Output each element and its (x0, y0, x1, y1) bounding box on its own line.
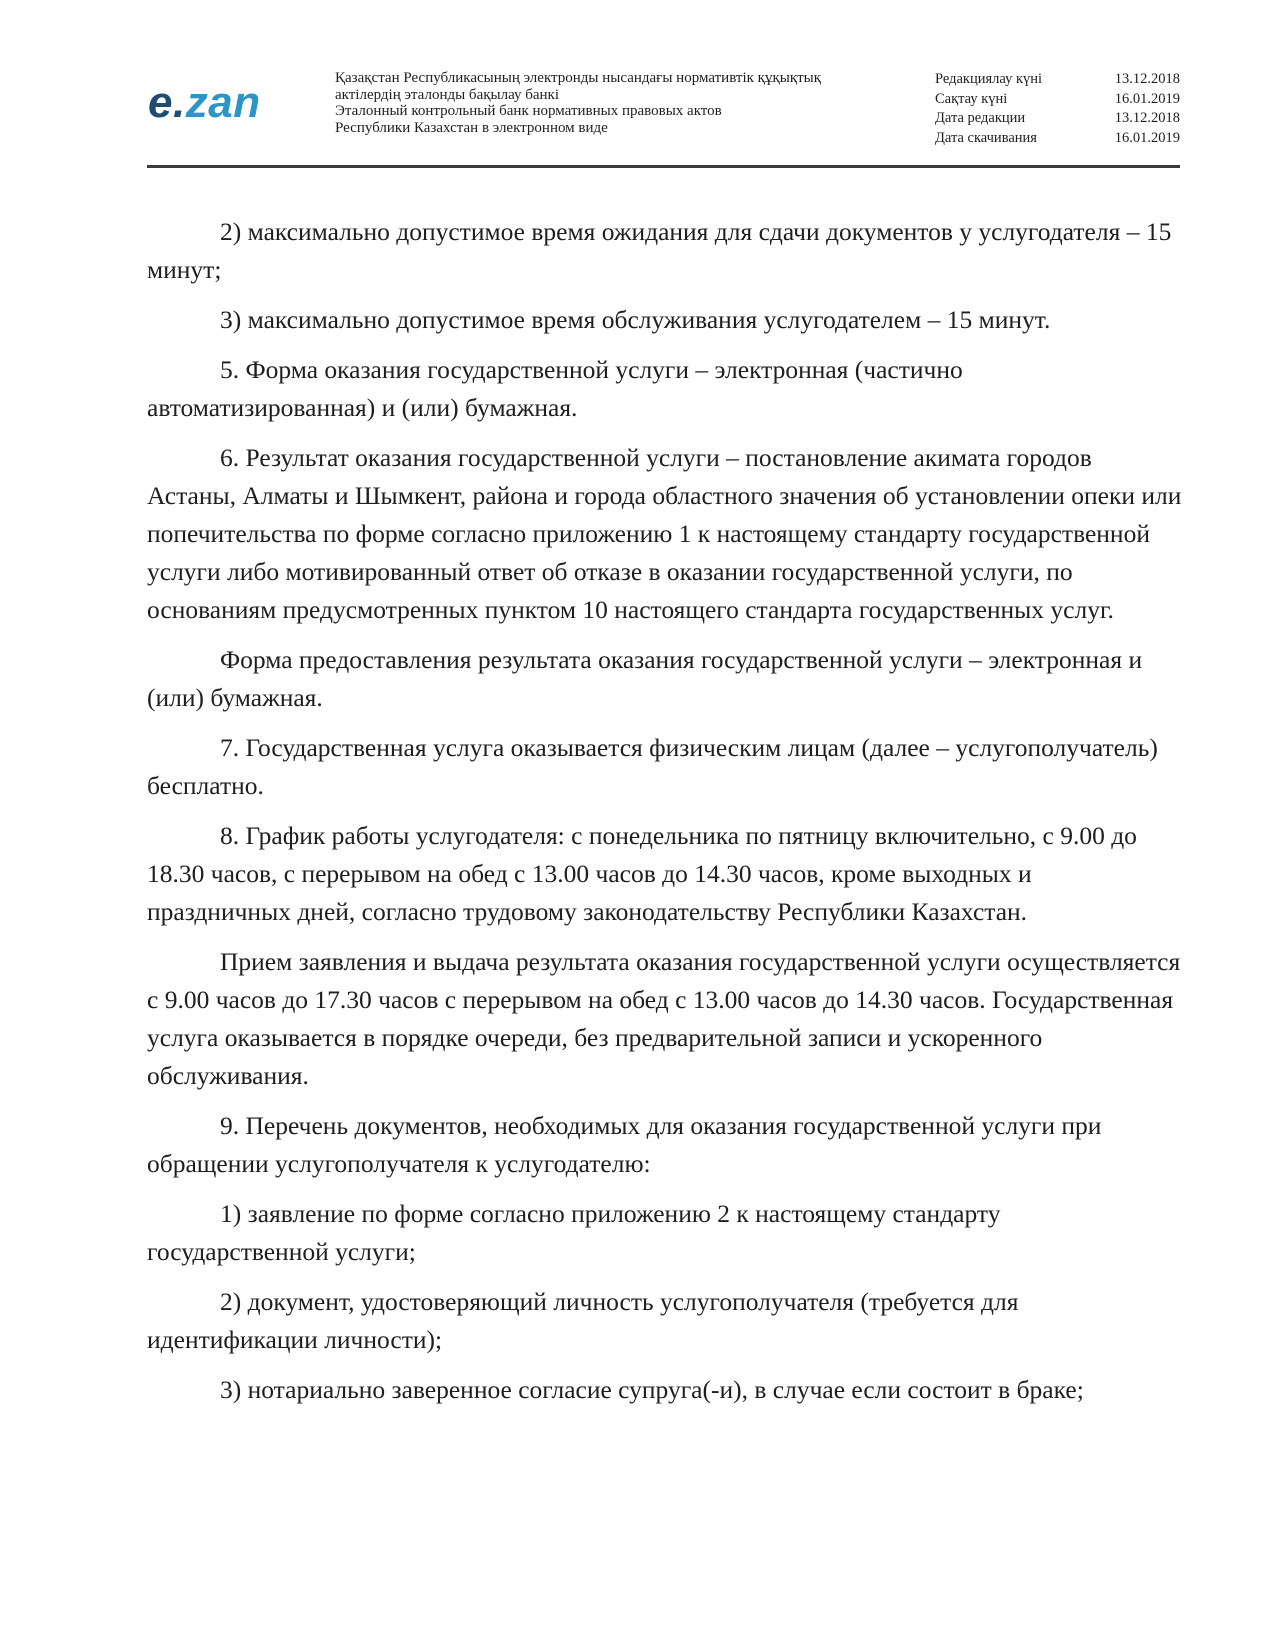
ezan-logo (148, 78, 261, 128)
paragraph: Прием заявления и выдача результата оказания государственной услуги осуществляется с 9.00 часов до 17.30 часов с перерывом на обед с 13.00 часов до 14.30 часов. Государственная услуга оказывается в порядке очереди, без предварительной записи и ускоренного обслуживания. (147, 947, 1181, 1090)
header-description-line: Эталонный контрольный банк нормативных правовых актов (335, 103, 722, 119)
logo-dot: . (172, 78, 186, 127)
header-meta-table (935, 70, 1180, 148)
paragraph: 9. Перечень документов, необходимых для оказания государственной услуги при обращении услугополучателя к услугодателю: (147, 1111, 1102, 1178)
paragraph: 6. Результат оказания государственной услуги – постановление акимата городов Астаны, Алматы и Шымкент, района и города областного значения об установлении опеки или попечительства по форме согласно приложению 1 к настоящему стандарту государственной услуги либо мотивированный ответ об отказе в оказании государственной услуги, по основаниям предусмотренных пунктом 10 настоящего стандарта государственных услуг. (147, 443, 1182, 624)
paragraph: 2) максимально допустимое время ожидания для сдачи документов у услугодателя – 15 минут; (147, 217, 1172, 284)
meta-label: Редакциялау күні (935, 71, 1043, 87)
paragraph: 8. График работы услугодателя: с понедельника по пятницу включительно, с 9.00 до 18.30 часов, с перерывом на обед с 13.00 часов до 14.30 часов, кроме выходных и праздничных дней, согласно трудовому законодательству Республики Казахстан. (147, 821, 1137, 926)
header-description-line: Республики Казахстан в электронном виде (335, 119, 608, 136)
meta-label: Дата скачивания (935, 129, 1037, 146)
paragraph: 2) документ, удостоверяющий личность услугополучателя (требуется для идентификации личности); (147, 1287, 1019, 1354)
meta-row-download-date-ru (935, 129, 1180, 149)
header-divider (147, 165, 1180, 168)
meta-value: 16.01.2019 (1114, 129, 1180, 146)
meta-row-edit-date-kz (935, 70, 1180, 90)
paragraph: 3) максимально допустимое время обслуживания услугодателем – 15 минут. (220, 305, 1051, 334)
document-header (0, 0, 1275, 170)
logo-e: e (148, 78, 173, 127)
logo-zan: zan (185, 78, 261, 127)
document-body (147, 213, 1182, 1421)
meta-row-edit-date-ru (935, 109, 1180, 129)
meta-label: Сақтау күні (935, 90, 1008, 107)
meta-label: Дата редакции (935, 110, 1026, 126)
paragraph: Форма предоставления результата оказания государственной услуги – электронная и (или) бумажная. (147, 645, 1143, 712)
header-description (335, 70, 880, 136)
meta-value: 13.12.2018 (1114, 110, 1180, 126)
meta-value: 13.12.2018 (1114, 71, 1180, 87)
header-description-line: Қазақстан Республикасының электронды нысандағы нормативтік құқықтық (335, 70, 822, 86)
paragraph: 3) нотариально заверенное согласие супруга(-и), в случае если состоит в браке; (220, 1375, 1084, 1404)
paragraph: 7. Государственная услуга оказывается физическим лицам (далее – услугополучатель) бесплатно. (147, 733, 1158, 800)
meta-value: 16.01.2019 (1114, 90, 1180, 107)
paragraph: 1) заявление по форме согласно приложению 2 к настоящему стандарту государственной услуги; (147, 1199, 1001, 1266)
meta-row-save-date-kz (935, 90, 1180, 110)
header-description-line: актілердің эталонды бақылау банкі (335, 86, 559, 103)
paragraph: 5. Форма оказания государственной услуги – электронная (частично автоматизированная) и (или) бумажная. (147, 355, 963, 422)
